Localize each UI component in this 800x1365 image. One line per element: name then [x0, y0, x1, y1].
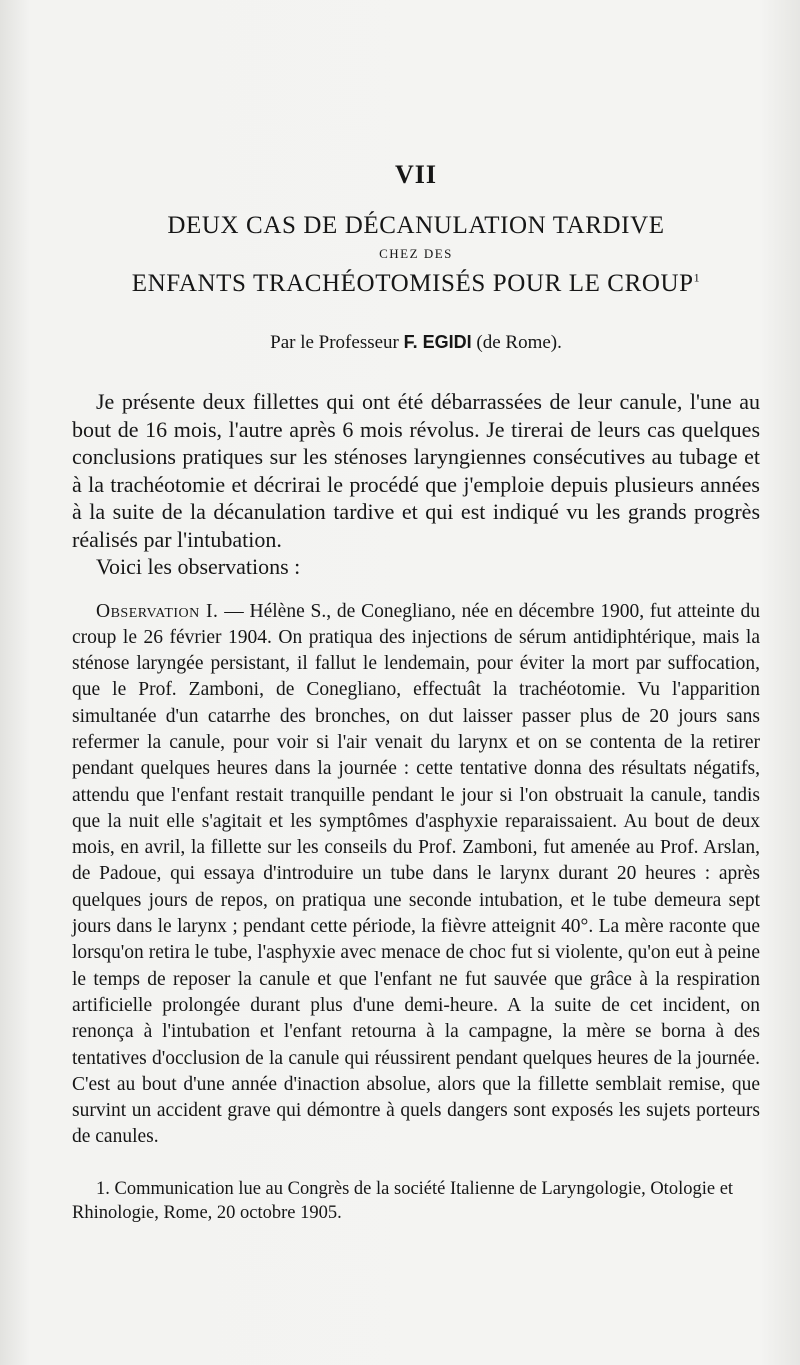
footnote: 1. Communication lue au Congrès de la société Italienne de Laryngologie, Otologie et Rhinologie, Rome, 20 octobre 1905.	[72, 1178, 734, 1223]
author-line	[72, 332, 760, 354]
intro-paragraph: Je présente deux fillettes qui ont été débarrassées de leur canule, l'une au bout de 16 mois, l'autre après 6 mois révolus. Je tirerai de leurs cas quelques conclusions pratiques sur les sténoses laryngiennes consécutives au tubage et à la trachéotomie et décrirai le procédé que j'emploie depuis plusieurs années à la suite de la décanulation tardive et qui est indiqué vu les grands progrès réalisés par l'intubation.	[72, 389, 760, 552]
observations-intro: Voici les observations :	[96, 554, 301, 579]
title-line-2: CHEZ DES	[379, 246, 453, 261]
chapter-number: VII	[394, 160, 437, 189]
author-suffix: (de Rome).	[476, 332, 562, 353]
footnote-mark: 1	[693, 270, 701, 285]
observation-paragraph	[72, 599, 760, 1151]
title-line-3	[72, 270, 760, 298]
title-line-3-text: ENFANTS TRACHÉOTOMISÉS POUR LE CROUP	[131, 270, 694, 297]
observation-label: Observation I.	[96, 600, 219, 622]
title-line-1: DEUX CAS DE DÉCANULATION TARDIVE	[167, 212, 665, 239]
author-name: F. EGIDI	[403, 332, 472, 352]
observation-text: — Hélène S., de Conegliano, née en décembre 1900, fut atteinte du croup le 26 février 1904. On pratiqua des injections de sérum antidiphtérique, mais la sténose laryngée persistant, il fallut le lendemain, pour éviter la mort par suffocation, que le Prof. Zamboni, de Conegliano, effectuât la trachéotomie. Vu l'apparition simultanée d'un catarrhe des bronches, on dut laisser passer plus de 20 jours sans refermer la canule, pour voir si l'air venait du larynx et on se contenta de la retirer pendant quelques heures dans la journée : cette tentative donna des résultats négatifs, attendu que l'enfant restait tranquille pendant le jour si l'on obstruait la canule, tandis que la nuit elle s'agitait et les symptômes d'asphyxie reparaissaient. Au bout de deux mois, en avril, la fillette sur les conseils du Prof. Zamboni, fut amenée au Prof. Arslan, de Padoue, qui essaya d'introduire un tube dans le larynx durant 20 heures : après quelques jours de repos, on pratiqua une seconde intubation, et le tube demeura sept jours dans le larynx ; pendant cette période, la fièvre atteignit 40°. La mère raconte que lorsqu'on retira le tube, l'asphyxie avec menace de choc fut si violente, qu'on eut à peine le temps de reposer la canule et que l'enfant ne fut sauvée que grâce à la respiration artificielle prolongée durant plus d'une demi-heure. A la suite de cet incident, on renonça à l'intubation et l'enfant retourna à la campagne, la mère se borna à des tentatives d'occlusion de la canule qui réussirent pendant quelques heures de la journée. C'est au bout d'une année d'inaction absolue, alors que la fillette semblait remise, que survint un accident grave qui démontre à quels dangers sont exposés les sujets porteurs de canules.	[72, 600, 761, 1148]
author-prefix: Par le Professeur	[270, 332, 399, 353]
